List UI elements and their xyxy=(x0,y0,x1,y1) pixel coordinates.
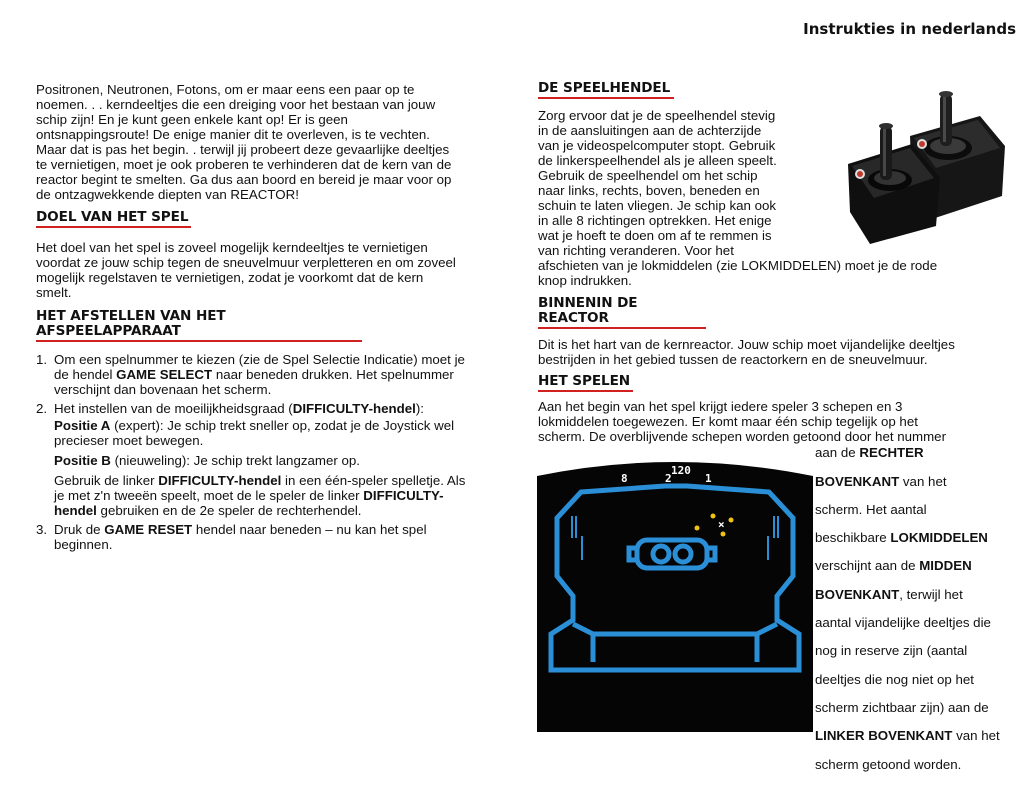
play-line: scherm. De overblijvende schepen worden getoond door het nummer xyxy=(538,429,947,444)
side-line xyxy=(815,558,1020,573)
intro-line: reactor begint te smelten. Ga dus aan boord en bereid je maar voor op xyxy=(36,172,452,187)
goal-line: smelt. xyxy=(36,285,72,300)
step-number: 2. xyxy=(36,401,48,416)
particle xyxy=(711,514,716,519)
side-line: nog in reserve zijn (aantal xyxy=(815,643,968,659)
intro-line: Maar dat is pas het begin. . terwijl jij probeert deze gevaarlijke deeltjes xyxy=(36,142,450,157)
side-bold: BOVENKANT xyxy=(815,473,900,489)
side-line xyxy=(815,445,1020,460)
setup-steps xyxy=(36,352,506,552)
side-bold: RECHTER xyxy=(859,445,924,461)
side-bold: LINKER BOVENKANT xyxy=(815,728,953,744)
joystick-line: wat je hoeft te doen om af te remmen is xyxy=(538,228,772,243)
play-line: lokmiddelen toegewezen. Er komt maar één schip tegelijk op het xyxy=(538,414,918,429)
intro-line: ontsnappingsroute! De enige manier dit te overleven, is te vechten. xyxy=(36,127,430,142)
setup-heading: HET AFSTELLEN VAN HET AFSPEELAPPARAAT xyxy=(36,309,362,342)
step-text: verschijnt dan bovenaan het scherm. xyxy=(54,382,272,397)
reserve-particles-count: 8 xyxy=(621,472,628,485)
side-line: scherm getoond worden. xyxy=(815,756,962,772)
joystick-line: van je videospelcomputer stopt. Gebruik xyxy=(538,138,776,153)
step-2 xyxy=(36,401,506,518)
goal-line: voordat ze jouw schip tegen de sneuvelmuur verpletteren en om zoveel xyxy=(36,255,456,270)
tick xyxy=(581,536,583,560)
intro-line: schip zijn! En je kunt geen enkele kant op! Er is geen xyxy=(36,112,348,127)
side-line: deeltjes die nog niet op het xyxy=(815,671,974,687)
side-text-part: , terwijl het xyxy=(899,586,963,602)
joystick-line: Gebruik de speelhendel om het schip xyxy=(538,168,758,183)
step-text-part: je met z'n tweeën speelt, moet de le speler de linker xyxy=(54,488,364,503)
joystick-line: in de aansluitingen aan de achterzijde xyxy=(538,123,762,138)
step-text-part: gebruiken en de 2e speler de rechterhendel. xyxy=(96,503,362,518)
step-text xyxy=(54,488,506,503)
tick xyxy=(777,516,779,538)
intro-line: te vernietigen, moet je ook proberen te verhinderen dat de kern van de xyxy=(36,157,452,172)
side-bold: BOVENKANT xyxy=(815,586,900,602)
step-number: 1. xyxy=(36,352,48,367)
step-text xyxy=(54,401,506,416)
side-text-part: verschijnt aan de xyxy=(815,558,920,574)
step-text-part: Het instellen van de moeilijkheidsgraad ( xyxy=(54,401,293,416)
step-text-part: de hendel xyxy=(54,367,117,382)
position-a-text xyxy=(54,418,506,433)
step-text-part: Gebruik de linker xyxy=(54,473,159,488)
position-b-text xyxy=(54,453,506,468)
side-text-part: beschikbare xyxy=(815,530,891,546)
joystick-heading: DE SPEELHENDEL xyxy=(538,81,674,99)
joystick-line: knop indrukken. xyxy=(538,273,632,288)
player-ship: × xyxy=(718,518,725,531)
joystick-line: van richting veranderen. Voor het xyxy=(538,243,734,258)
control-name: GAME RESET xyxy=(104,522,193,537)
position-label: Positie B xyxy=(54,453,111,468)
game-screen-svg xyxy=(537,456,813,732)
ships-remaining-count: 1 xyxy=(705,472,712,485)
intro-line: de ontzagwekkende diepten van REACTOR! xyxy=(36,187,299,202)
joystick-line: Zorg ervoor dat je de speelhendel stevig xyxy=(538,108,776,123)
step-text-part: Druk de xyxy=(54,522,105,537)
screen-bezel xyxy=(537,462,813,732)
side-line: scherm zichtbaar zijn) aan de xyxy=(815,699,989,715)
side-line: aantal vijandelijke deeltjes die xyxy=(815,615,991,631)
score: 120 xyxy=(671,464,691,477)
goal-line: mogelijk regelstaven te vernietigen, zodat je voorkomt dat de kern xyxy=(36,270,424,285)
step-text-part: (nieuweling): Je schip trekt langzamer op. xyxy=(110,453,360,468)
intro-line: noemen. . . kerndeeltjes die een dreiging voor het bestaan van jouw xyxy=(36,97,436,112)
step-text-part: ): xyxy=(415,401,424,416)
control-name: hendel xyxy=(54,503,97,518)
decoys-count: 2 xyxy=(665,472,672,485)
step-number: 3. xyxy=(36,522,48,537)
side-line xyxy=(815,474,1020,489)
step-text-part: naar beneden drukken. Het spelnummer xyxy=(212,367,454,382)
game-screen xyxy=(537,456,813,732)
step-text xyxy=(54,522,506,537)
page-title: Instrukties in nederlands xyxy=(803,20,1016,38)
side-text-part: van het xyxy=(952,728,1000,744)
particle xyxy=(695,526,700,531)
goal-heading: DOEL VAN HET SPEL xyxy=(36,210,191,228)
control-name: GAME SELECT xyxy=(116,367,213,382)
inside-line: Dit is het hart van de kernreactor. Jouw schip moet vijandelijke deeltjes xyxy=(538,337,955,352)
step-1 xyxy=(36,352,506,397)
step-text: precieser moet bewegen. xyxy=(54,433,204,448)
side-line xyxy=(815,728,1020,743)
left-column xyxy=(36,82,506,552)
step-3 xyxy=(36,522,506,552)
joystick-line: de linkerspeelhendel als je alleen speelt. xyxy=(538,153,777,168)
goal-paragraph xyxy=(36,240,506,300)
joystick-illustration xyxy=(840,86,1012,246)
tick xyxy=(575,516,577,538)
position-label: Positie A xyxy=(54,418,111,433)
step-text-part: (expert): Je schip trekt sneller op, zodat je de Joystick wel xyxy=(110,418,455,433)
tick xyxy=(571,516,573,538)
control-name: DIFFICULTY-hendel xyxy=(158,473,282,488)
side-text-part: aan de xyxy=(815,445,860,461)
step-text-part: hendel naar beneden – nu kan het spel xyxy=(192,522,427,537)
joystick-line: schuin te laten vliegen. Je schip kan ook xyxy=(538,198,777,213)
play-side-text xyxy=(815,432,1020,785)
side-text-part: van het xyxy=(899,473,947,489)
side-bold: LOKMIDDELEN xyxy=(890,530,988,546)
intro-paragraph xyxy=(36,82,506,202)
play-line: Aan het begin van het spel krijgt iedere speler 3 schepen en 3 xyxy=(538,399,903,414)
side-line xyxy=(815,587,1020,602)
step-text: beginnen. xyxy=(54,537,113,552)
tick xyxy=(767,536,769,560)
inside-paragraph xyxy=(538,337,1018,367)
step-text xyxy=(54,503,506,518)
step-text-part: in een één-speler spelletje. Als xyxy=(281,473,466,488)
play-heading: HET SPELEN xyxy=(538,374,633,392)
joystick-line: in alle 8 richtingen optrekken. Het enige xyxy=(538,213,772,228)
joystick-line: naar links, rechts, boven, beneden en xyxy=(538,183,760,198)
step-text xyxy=(54,473,506,488)
step-text: Om een spelnummer te kiezen (zie de Spel Selectie Indicatie) moet je xyxy=(54,352,465,367)
side-line: scherm. Het aantal xyxy=(815,501,927,517)
particle xyxy=(729,518,734,523)
joystick-line: afschieten van je lokmiddelen (zie LOKMIDDELEN) moet je de rode xyxy=(538,258,938,273)
inside-line: bestrijden in het gebied tussen de reactorkern en de sneuvelmuur. xyxy=(538,352,928,367)
tick xyxy=(773,516,775,538)
step-text xyxy=(54,367,506,382)
control-name: DIFFICULTY- xyxy=(363,488,444,503)
side-line xyxy=(815,530,1020,545)
goal-line: Het doel van het spel is zoveel mogelijk kerndeeltjes te vernietigen xyxy=(36,240,428,255)
intro-line: Positronen, Neutronen, Fotons, om er maar eens een paar op te xyxy=(36,82,415,97)
particle xyxy=(721,532,726,537)
side-bold: MIDDEN xyxy=(919,558,972,574)
control-name: DIFFICULTY-hendel xyxy=(292,401,416,416)
inside-heading: BINNENIN DE REACTOR xyxy=(538,296,706,329)
